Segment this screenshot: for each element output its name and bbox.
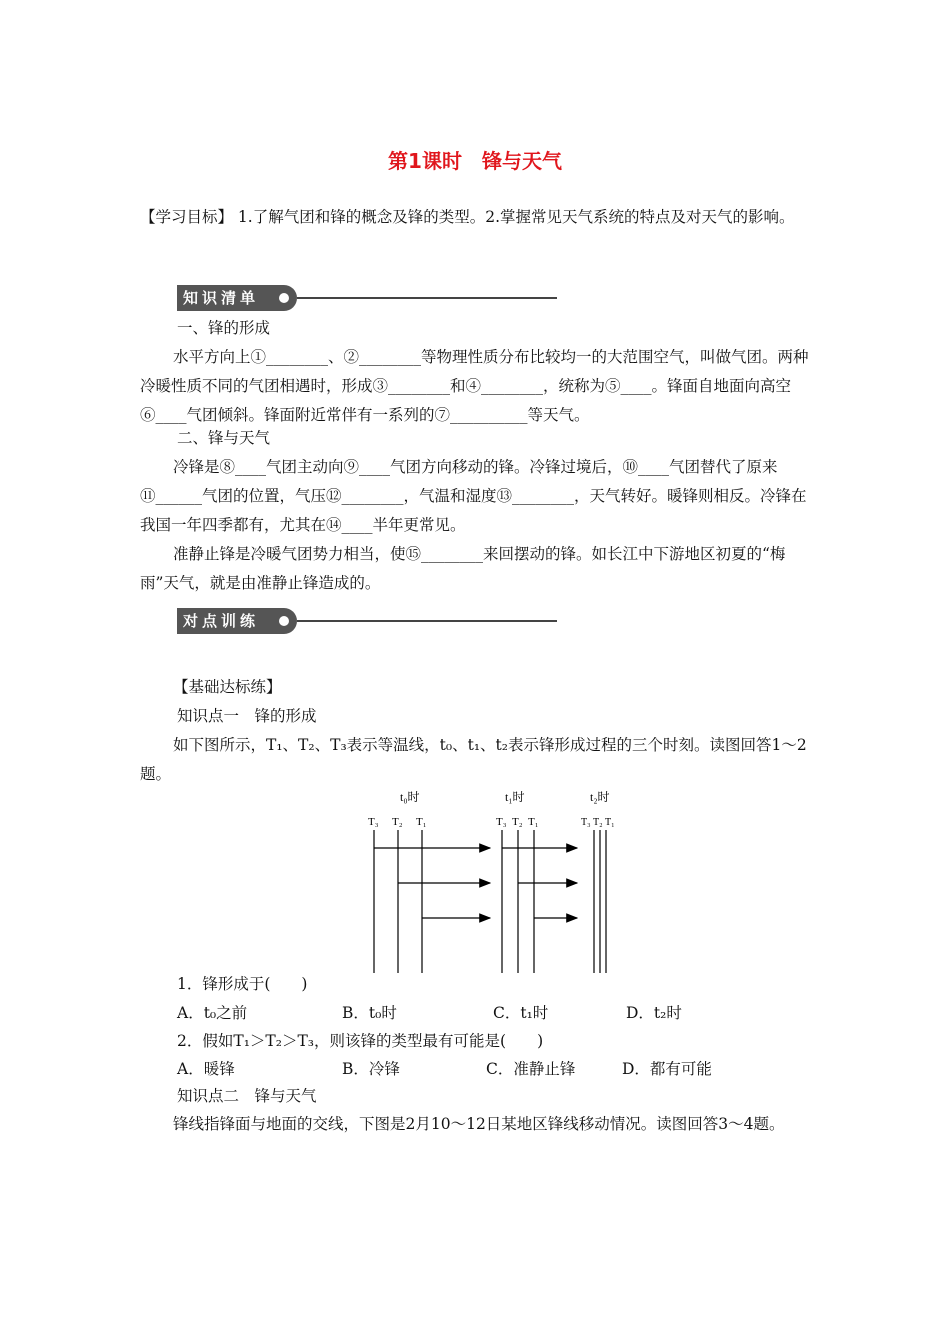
isotherm-diagram [360, 785, 630, 980]
q1-option-c[interactable]: C．t₁时 [493, 1004, 549, 1022]
q2-option-c[interactable]: C．准静止锋 [486, 1060, 576, 1078]
isotherm-label: T₂ [392, 816, 403, 828]
q1-option-b[interactable]: B．t₀时 [342, 1004, 397, 1022]
movement-arrows [374, 848, 577, 918]
heading-front-weather: 二、锋与天气 [177, 429, 271, 447]
basic-practice-heading: 【基础达标练】 [173, 678, 282, 696]
isotherm-label: T₂ [593, 817, 603, 828]
paragraph-stationary-front: 准静止锋是冷暖气团势力相当，使⑮________来回摆动的锋。如长江中下游地区初夏的“梅雨”天气，就是由准静止锋造成的。 [140, 545, 786, 592]
knowledge-point-1: 知识点一 锋的形成 [177, 707, 317, 725]
time-label-t2: t₂时 [590, 790, 610, 804]
time-label-t0: t₀时 [400, 790, 420, 804]
isotherm-label: T₃ [581, 817, 591, 828]
section-badge [177, 285, 297, 311]
divider [297, 620, 557, 622]
divider [297, 297, 557, 299]
isotherm-label: T₁ [528, 816, 539, 828]
q2-option-d[interactable]: D．都有可能 [622, 1060, 712, 1078]
section-label: 知识清单 [183, 289, 260, 307]
paragraph-cold-front: 冷锋是⑧____气团主动向⑨____气团方向移动的锋。冷锋过境后，⑩____气团替代了原来⑪______气团的位置，气压⑫________，气温和湿度⑬________，天气转好。暖锋则相反。冷锋在我国一年四季都有，尤其在⑭____半年更常见。 [140, 458, 807, 534]
section-practice [177, 608, 557, 634]
q2-option-a[interactable]: A．暖锋 [177, 1060, 235, 1078]
paragraph-front-formation: 水平方向上①________、②________等物理性质分布比较均一的大范围空气，叫做气团。两种冷暖性质不同的气团相遇时，形成③________和④________，统称为⑤____。锋面自地面向高空⑥____气团倾斜。锋面附近常伴有一系列的⑦__________等天气。 [140, 348, 809, 424]
isotherm-label: T₁ [605, 817, 615, 828]
question-1: 1．锋形成于( ) [177, 975, 308, 993]
isotherm-label: T₂ [512, 816, 523, 828]
section-label: 对点训练 [183, 612, 260, 630]
kp1-intro: 如下图所示，T₁、T₂、T₃表示等温线，t₀、t₁、t₂表示锋形成过程的三个时刻。读图回答1～2题。 [140, 736, 807, 783]
section-badge [177, 608, 297, 634]
page-title: 第1课时 锋与天气 [388, 149, 562, 173]
knowledge-point-2: 知识点二 锋与天气 [177, 1087, 317, 1105]
dot-icon [279, 616, 289, 626]
isotherm-label: T₁ [416, 816, 427, 828]
isotherm-label: T₃ [496, 816, 507, 828]
section-knowledge-list [177, 285, 557, 311]
heading-front-formation: 一、锋的形成 [177, 319, 271, 337]
q1-option-a[interactable]: A．t₀之前 [177, 1004, 248, 1022]
kp2-intro: 锋线指锋面与地面的交线，下图是2月10～12日某地区锋线移动情况。读图回答3～4题。 [173, 1115, 785, 1133]
dot-icon [279, 293, 289, 303]
q2-option-b[interactable]: B．冷锋 [342, 1060, 400, 1078]
learning-objective: 【学习目标】 1.了解气团和锋的概念及锋的类型。2.掌握常见天气系统的特点及对天气的影响。 [140, 208, 795, 226]
time-label-t1: t₁时 [505, 790, 525, 804]
q1-option-d[interactable]: D．t₂时 [626, 1004, 682, 1022]
isotherm-lines [374, 830, 606, 973]
question-2: 2．假如T₁＞T₂＞T₃，则该锋的类型最有可能是( ) [177, 1032, 544, 1050]
isotherm-label: T₃ [368, 816, 379, 828]
